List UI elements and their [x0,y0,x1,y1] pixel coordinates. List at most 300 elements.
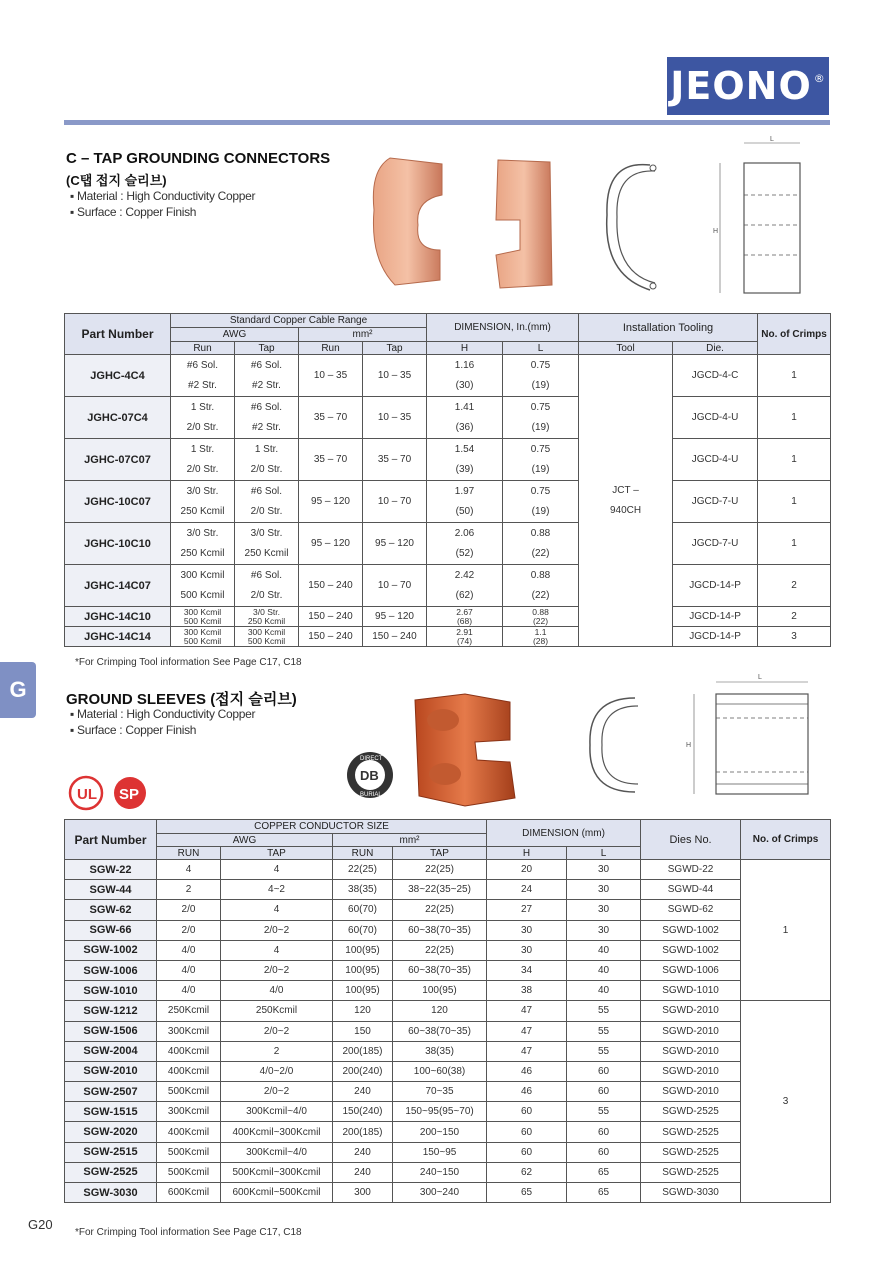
die-cell: JGCD-4-U [673,439,758,481]
l-cell [503,607,579,627]
part-number-cell: SGW-2515 [65,1142,157,1162]
col2-mm-run: RUN [333,847,393,860]
section1-bullet-material: ▪ Material : High Conductivity Copper [70,189,256,203]
c-tap-photo-1 [360,150,460,295]
mm-run-cell: 200(185) [333,1122,393,1142]
die-cell: SGWD-1006 [641,960,741,980]
mm-run-cell: 35 – 70 [299,439,363,481]
h-line: 1.54 [454,443,475,455]
l-cell: 65 [567,1162,641,1182]
mm-tap-cell: 200~150 [393,1122,487,1142]
mm-run-cell: 60(70) [333,900,393,920]
col-tool: Tool [579,342,673,355]
l-line: (28) [532,635,549,646]
mm-tap-cell: 60~38(70~35) [393,960,487,980]
col-h: H [427,342,503,355]
l-line: (22) [531,547,550,559]
awg-run-line: 500 Kcmil [183,635,222,646]
mm-run-cell: 100(95) [333,940,393,960]
section2-bullet-surface: ▪ Surface : Copper Finish [70,723,197,737]
section2-title: GROUND SLEEVES (접지 슬리브) [66,691,297,708]
die-cell: SGWD-3030 [641,1183,741,1203]
awg-tap-line: #6 Sol. [250,485,283,497]
die-cell: JGCD-7-U [673,481,758,523]
crimps-cell: 1 [741,860,831,1001]
h-cell [427,627,503,647]
part-number-cell: JGHC-07C4 [65,397,171,439]
awg-tap-cell: 300Kcmil~4/0 [221,1142,333,1162]
col2-h: H [487,847,567,860]
die-cell: SGWD-2525 [641,1102,741,1122]
col-dimension: DIMENSION, In.(mm) [427,314,579,342]
tool-cell [579,355,673,647]
mm-tap-cell: 95 – 120 [363,523,427,565]
part-number-cell: SGW-1006 [65,960,157,980]
l-cell: 30 [567,880,641,900]
part-number-cell: JGHC-14C10 [65,607,171,627]
table-row [65,1061,831,1081]
h-cell: 60 [487,1102,567,1122]
awg-run-cell: 4/0 [157,981,221,1001]
part-number-cell: SGW-2020 [65,1122,157,1142]
h-cell [427,355,503,397]
awg-tap-cell: 500Kcmil~300Kcmil [221,1162,333,1182]
seal-bottom-text: BURIAL [360,792,382,798]
table-row [65,1102,831,1122]
h-cell [427,439,503,481]
awg-tap-line: #6 Sol. [250,401,283,413]
awg-run-cell: 300Kcmil [157,1102,221,1122]
l-line: 0.75 [530,443,551,455]
mm-tap-cell: 150~95(95~70) [393,1102,487,1122]
table1-footnote: *For Crimping Tool information See Page C17, C18 [75,657,302,668]
col2-conductor: COPPER CONDUCTOR SIZE [157,820,487,834]
die-cell: SGWD-2010 [641,1061,741,1081]
h-cell: 47 [487,1001,567,1021]
l-cell: 55 [567,1041,641,1061]
col2-mm-tap: TAP [393,847,487,860]
l-cell [503,565,579,607]
mm-tap-cell: 60~38(70~35) [393,1021,487,1041]
awg-tap-line: 2/0 Str. [250,589,283,601]
h-cell: 62 [487,1162,567,1182]
awg-tap-line: 2/0 Str. [250,505,283,517]
part-number-cell: SGW-2004 [65,1041,157,1061]
awg-tap-cell: 4 [221,900,333,920]
part-number-cell: JGHC-14C07 [65,565,171,607]
mm-run-cell: 38(35) [333,880,393,900]
c-profile-drawing [595,155,675,300]
ul-cert-icon [68,775,104,811]
h-line: 2.42 [454,569,475,581]
mm-tap-cell: 10 – 35 [363,355,427,397]
l-line: (19) [531,379,550,391]
awg-run-cell: 400Kcmil [157,1041,221,1061]
h-line: (30) [455,379,474,391]
awg-run-cell: 2/0 [157,900,221,920]
mm-run-cell: 95 – 120 [299,481,363,523]
mm-tap-cell: 300~240 [393,1183,487,1203]
awg-tap-line: 3/0 Str. [250,527,283,539]
crimps-cell: 1 [758,523,831,565]
h-cell [427,481,503,523]
mm-run-cell: 60(70) [333,920,393,940]
part-number-cell: SGW-1002 [65,940,157,960]
col-awg-run: Run [171,342,235,355]
crimps-cell: 3 [758,627,831,647]
part-number-cell: SGW-44 [65,880,157,900]
awg-tap-cell: 2/0~2 [221,960,333,980]
l-line: (19) [531,463,550,475]
awg-run-line: #2 Str. [188,379,217,391]
h-cell: 30 [487,940,567,960]
mm-run-cell: 240 [333,1082,393,1102]
awg-run-cell: 400Kcmil [157,1061,221,1081]
die-cell: JGCD-7-U [673,523,758,565]
awg-tap-cell: 400Kcmil~300Kcmil [221,1122,333,1142]
col-awg-tap: Tap [235,342,299,355]
mm-tap-cell: 95 – 120 [363,607,427,627]
part-number-cell: SGW-1506 [65,1021,157,1041]
awg-tap-cell: 2/0~2 [221,1021,333,1041]
registered-mark: ® [813,71,826,85]
awg-tap-line: #6 Sol. [250,569,283,581]
h-line: (68) [456,615,473,626]
awg-tap-line: 250 Kcmil [244,547,289,559]
col-awg: AWG [171,328,299,342]
awg-run-line: 300 Kcmil [180,569,225,581]
die-cell: SGWD-2010 [641,1021,741,1041]
mm-run-cell: 100(95) [333,960,393,980]
die-cell: SGWD-2525 [641,1142,741,1162]
direct-burial-seal-icon [345,750,395,800]
c-tap-dimension-drawing [708,135,808,300]
header-rule [64,120,830,125]
col-part-number: Part Number [65,314,171,355]
h-line: (36) [455,421,474,433]
awg-tap-line: #2 Str. [252,421,281,433]
col-cable-range: Standard Copper Cable Range [171,314,427,328]
col-l: L [503,342,579,355]
section1-subtitle: (C탭 접지 슬리브) [66,173,167,188]
awg-run-cell: 500Kcmil [157,1162,221,1182]
table-row [65,981,831,1001]
table-row [65,355,831,397]
l-cell [503,439,579,481]
ul-text: UL [77,786,97,803]
mm-run-cell: 150(240) [333,1102,393,1122]
mm-tap-cell: 240~150 [393,1162,487,1182]
mm-tap-cell: 10 – 70 [363,565,427,607]
die-cell: SGWD-1002 [641,920,741,940]
mm-run-cell: 150 – 240 [299,607,363,627]
h-line: 1.41 [454,401,475,413]
die-cell: SGWD-2525 [641,1122,741,1142]
awg-run-cell: 250Kcmil [157,1001,221,1021]
awg-run-cell [171,627,235,647]
awg-run-line: 3/0 Str. [186,485,219,497]
awg-tap-cell: 600Kcmil~500Kcmil [221,1183,333,1203]
l-cell: 60 [567,1082,641,1102]
h-line: 2.91 [456,626,473,637]
l-cell: 30 [567,920,641,940]
mm-tap-cell: 38~22(35~25) [393,880,487,900]
mm-run-cell: 10 – 35 [299,355,363,397]
awg-tap-line: 500 Kcmil [247,635,286,646]
h-cell [427,523,503,565]
table-row [65,565,831,607]
sleeve-dimension-drawing [680,668,830,808]
table-row [65,397,831,439]
section1-bullet-surface: ▪ Surface : Copper Finish [70,205,197,219]
crimps-cell: 3 [741,1001,831,1203]
mm-run-cell: 22(25) [333,860,393,880]
awg-run-line: #6 Sol. [186,359,219,371]
awg-run-line: 3/0 Str. [186,527,219,539]
part-number-cell: SGW-22 [65,860,157,880]
die-cell: SGWD-22 [641,860,741,880]
l-cell: 55 [567,1102,641,1122]
mm-tap-cell: 120 [393,1001,487,1021]
awg-run-cell [171,481,235,523]
part-number-cell: SGW-62 [65,900,157,920]
h-cell: 60 [487,1122,567,1142]
brand-name: JEONO [670,64,812,108]
mm-run-cell: 100(95) [333,981,393,1001]
part-number-cell: JGHC-4C4 [65,355,171,397]
h-cell: 46 [487,1082,567,1102]
mm-run-cell: 150 [333,1021,393,1041]
mm-tap-cell: 150~95 [393,1142,487,1162]
table-row [65,1162,831,1182]
part-number-cell: JGHC-14C14 [65,627,171,647]
l-cell: 60 [567,1061,641,1081]
col-crimps: No. of Crimps [758,314,831,355]
l-line: 0.75 [530,485,551,497]
awg-tap-cell [235,523,299,565]
c-tap-photo-2 [480,150,570,295]
mm-tap-cell: 150 – 240 [363,627,427,647]
mm-run-cell: 200(185) [333,1041,393,1061]
mm-tap-cell: 22(25) [393,940,487,960]
awg-run-cell: 400Kcmil [157,1122,221,1142]
tool-line: 940CH [609,504,642,516]
mm-tap-cell: 10 – 35 [363,397,427,439]
awg-run-cell [171,565,235,607]
col2-l: L [567,847,641,860]
mm-run-cell: 95 – 120 [299,523,363,565]
part-number-cell: JGHC-10C10 [65,523,171,565]
awg-tap-cell: 2/0~2 [221,1082,333,1102]
die-cell: JGCD-14-P [673,607,758,627]
mm-run-cell: 35 – 70 [299,397,363,439]
die-cell: JGCD-4-C [673,355,758,397]
h-cell: 38 [487,981,567,1001]
awg-run-cell: 2/0 [157,920,221,940]
l-cell [503,523,579,565]
part-number-cell: SGW-2010 [65,1061,157,1081]
col-mm-tap: Tap [363,342,427,355]
part-number-cell: SGW-1515 [65,1102,157,1122]
h-line: (74) [456,635,473,646]
dim-h-label: H [713,228,719,235]
h-cell [427,565,503,607]
h-line: (62) [455,589,474,601]
h-cell: 20 [487,860,567,880]
awg-tap-cell [235,355,299,397]
l-cell: 60 [567,1142,641,1162]
l-line: 1.1 [534,626,547,637]
awg-run-cell [171,523,235,565]
table-row [65,920,831,940]
h-cell: 27 [487,900,567,920]
table-row [65,1122,831,1142]
awg-run-cell [171,439,235,481]
awg-run-cell: 2 [157,880,221,900]
ground-sleeve-spec-table [64,819,831,1203]
awg-run-line: 250 Kcmil [180,547,225,559]
mm-tap-cell: 100~60(38) [393,1061,487,1081]
l-cell: 60 [567,1122,641,1142]
awg-tap-cell: 4/0~2/0 [221,1061,333,1081]
l-cell [503,355,579,397]
brand-logo [667,57,829,115]
h-cell: 47 [487,1041,567,1061]
table-row [65,523,831,565]
part-number-cell: JGHC-07C07 [65,439,171,481]
dim-l-label: L [770,136,774,143]
col2-part-number: Part Number [65,820,157,860]
col2-dies: Dies No. [641,820,741,860]
mm-tap-cell: 10 – 70 [363,481,427,523]
awg-tap-line: 2/0 Str. [250,463,283,475]
h-line: 1.16 [454,359,475,371]
section-tab: G [0,662,36,718]
die-cell: JGCD-4-U [673,397,758,439]
mm-run-cell: 200(240) [333,1061,393,1081]
awg-tap-cell: 4 [221,860,333,880]
csa-text: SP [119,786,140,803]
table-row [65,1183,831,1203]
die-cell: JGCD-14-P [673,565,758,607]
l-line: (22) [532,615,549,626]
mm-run-cell: 150 – 240 [299,565,363,607]
awg-tap-line: 1 Str. [254,443,279,455]
crimps-cell: 2 [758,565,831,607]
col2-awg-tap: TAP [221,847,333,860]
table-row [65,940,831,960]
awg-run-cell [171,355,235,397]
table-row [65,1082,831,1102]
awg-run-cell [171,607,235,627]
awg-tap-cell [235,481,299,523]
mm-tap-cell: 38(35) [393,1041,487,1061]
ground-sleeve-photo [405,690,525,810]
c-tap-spec-table [64,313,831,647]
awg-tap-line: #6 Sol. [250,359,283,371]
h-line: 1.97 [454,485,475,497]
mm-run-cell: 300 [333,1183,393,1203]
col-tooling: Installation Tooling [579,314,758,342]
awg-tap-cell [235,565,299,607]
l-cell: 40 [567,960,641,980]
l-cell: 30 [567,900,641,920]
mm-tap-cell: 60~38(70~35) [393,920,487,940]
crimps-cell: 1 [758,481,831,523]
awg-tap-cell: 2/0~2 [221,920,333,940]
col-mm-run: Run [299,342,363,355]
awg-run-cell: 4/0 [157,960,221,980]
part-number-cell: SGW-2525 [65,1162,157,1182]
page-number: G20 [28,1217,53,1232]
dim2-h-label: H [686,742,692,749]
part-number-cell: SGW-1010 [65,981,157,1001]
mm-run-cell: 240 [333,1142,393,1162]
die-cell: JGCD-14-P [673,627,758,647]
awg-tap-line: #2 Str. [252,379,281,391]
awg-tap-line: 250 Kcmil [247,615,286,626]
l-line: 0.88 [532,606,549,617]
h-cell [427,607,503,627]
table-row [65,439,831,481]
crimps-cell: 1 [758,355,831,397]
h-cell: 65 [487,1183,567,1203]
awg-run-cell: 4 [157,860,221,880]
col-die: Die. [673,342,758,355]
mm-tap-cell: 70~35 [393,1082,487,1102]
table-row [65,1041,831,1061]
awg-tap-cell [235,439,299,481]
crimps-cell: 1 [758,397,831,439]
col2-mm2: mm² [333,834,487,847]
mm-tap-cell: 22(25) [393,900,487,920]
h-cell: 34 [487,960,567,980]
awg-run-line: 2/0 Str. [186,421,219,433]
h-cell: 30 [487,920,567,940]
l-line: (19) [531,505,550,517]
awg-tap-line: 3/0 Str. [253,606,280,617]
h-cell: 47 [487,1021,567,1041]
col2-dimension: DIMENSION (mm) [487,820,641,847]
table-row [65,960,831,980]
awg-tap-cell: 4 [221,940,333,960]
l-line: 0.75 [530,359,551,371]
l-cell: 40 [567,981,641,1001]
crimps-cell: 1 [758,439,831,481]
awg-run-line: 2/0 Str. [186,463,219,475]
seal-top-text: DIRECT [360,756,383,762]
crimps-cell: 2 [758,607,831,627]
table-row [65,481,831,523]
awg-run-line: 300 Kcmil [183,626,222,637]
l-line: (22) [531,589,550,601]
csa-cert-icon [112,775,148,811]
part-number-cell: SGW-1212 [65,1001,157,1021]
table-row [65,607,831,627]
mm-tap-cell: 35 – 70 [363,439,427,481]
col2-awg-run: RUN [157,847,221,860]
awg-run-cell: 500Kcmil [157,1082,221,1102]
awg-run-line: 1 Str. [190,401,215,413]
h-line: 2.06 [454,527,475,539]
l-line: 0.88 [530,569,551,581]
awg-tap-cell [235,627,299,647]
h-cell: 24 [487,880,567,900]
awg-tap-cell [235,607,299,627]
h-cell: 46 [487,1061,567,1081]
awg-run-cell: 4/0 [157,940,221,960]
awg-run-line: 300 Kcmil [183,606,222,617]
